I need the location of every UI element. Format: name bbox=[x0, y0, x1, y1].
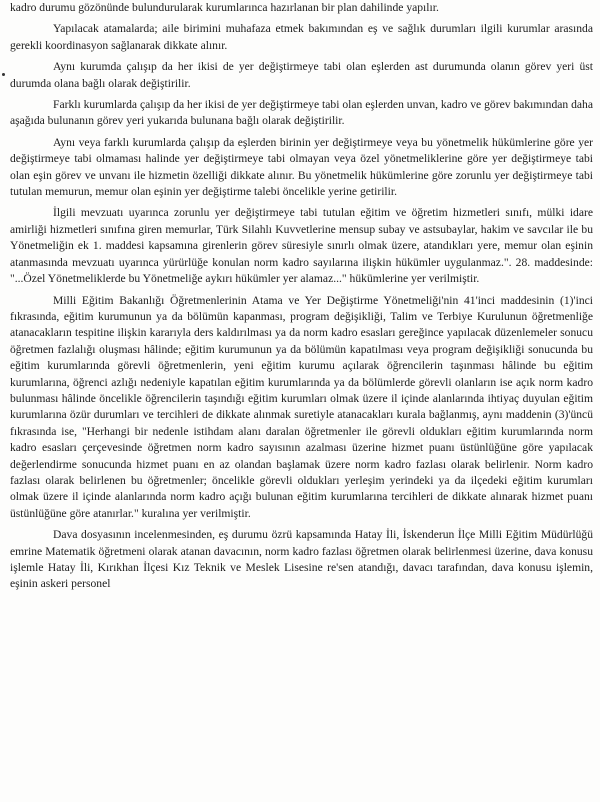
paragraph-continuation: kadro durumu gözönünde bulundurularak kurumlarınca hazırlanan bir plan dahilinde yapılır. bbox=[10, 1, 439, 14]
paragraph-mandatory-relocation: İlgili mevzuatı uyarınca zorunlu yer değiştirmeye tabi tutulan eğitim ve öğretim hizmetleri sınıfı, mülki idare amirliği hizmetleri sınıfına giren memurlar, Türk Silahlı Kuvvetlerine mensup subay ve astsubaylar, hakim ve savcılar ile bu Yönetmeliğin ek 1. maddesi kapsamına girenlerin görev süresiyle sınırlı olmak üzere, atandıkları yere, memur olan eşinin atanmasında mevzuatı uyarınca yürürlüğe konulan norm kadro sayılarına ilişkin hükümler uygulanmaz.". 28. maddesinde: "...Özel Yönetmeliklerde bu Yönetmeliğe aykırı hükümler yer alamaz..." hükümlerine yer verilmiştir. bbox=[10, 206, 593, 286]
paragraph-same-institution: Aynı kurumda çalışıp da her ikisi de yer değiştirmeye tabi olan eşlerden ast durumunda olanın görev yeri üst durumda olana bağlı olarak değiştirilir. bbox=[10, 60, 593, 90]
paragraph-regulation-article-41: Milli Eğitim Bakanlığı Öğretmenlerinin Atama ve Yer Değiştirme Yönetmeliği'nin 41'inci maddesinin (1)'inci fıkrasında, eğitim kurumunun ya da bölümün kapanması, program değişikliği, Talim ve Terbiye Kurulunun öğretmenliğe atanacakların tespitine ilişkin kararıyla ders kaldırılması ya da norm kadro esasları gereğince yapılacak düzenlemeler sonucu öğretmen fazlalığı oluşması hâlinde; eğitim kurumunun ya da bölümün kapatılması veya program değişikliği sonucunda bu eğitim kurumlarında görevli öğretmenlerin, yeni eğitim kurumu açılarak öğrencilerin taşınması hâlinde bu eğitim kurumlarına, öğrenci azlığı nedeniyle kapatılan eğitim kurumlarında ya da bölümlerde görevli olanların ise açık norm kadro bulunması hâlinde öncelikle öğrencilerin taşındığı eğitim kurumları olmak üzere il içinde alanlarında ihtiyaç duyulan eğitim kurumlarına özür durumları ve tercihleri de dikkate alınmak suretiyle atanacakları kurala bağlanmış, aynı maddenin (3)'üncü fıkrasında ise, "Herhangi bir nedenle istihdam alanı daralan öğretmenler ile görevli oldukları eğitim kurumlarında norm kadro esasları çerçevesinde öğretmen norm kadro sayısının azalması üzerine hizmet puanı üstünlüğüne göre yapılacak değerlendirme sonucunda hizmet puanı en az olandan başlamak üzere norm kadro fazlası olarak belirlenir. Norm kadro fazlası olarak belirlenen bu öğretmenler; öncelikle görevli oldukları yerleşim yerindeki ya da ilçedeki eğitim kurumları olmak üzere il içinde alanlarında norm kadro açığı bulunan eğitim kurumlarına tercihleri de dikkate alınarak hizmet puanı üstünlüğüne göre atanırlar." kuralına yer verilmiştir. bbox=[10, 293, 593, 520]
paragraph-appointments: Yapılacak atamalarda; aile birimini muhafaza etmek bakımından eş ve sağlık durumları ilgili kurumlar arasında gerekli koordinasyon sağlanarak dikkate alınır. bbox=[10, 22, 593, 52]
paragraph-spouse-exempt: Aynı veya farklı kurumlarda çalışıp da eşlerden birinin yer değiştirmeye veya bu yönetmelik hükümlerine göre yer değiştirmeye tabi olmaması halinde yer değiştirmeye tabi olmayan veya özel yönetmeliklerine göre yer değiştirmeye tabi olan eşin görev ve unvanı ile hizmetin özelliği dikkate alınır. Bu yönetmelik hükümlerine göre zorunlu yer değiştirmeye tabi tutulan memurun, memur olan eşinin yer değiştirme talebi öncelikle yerine getirilir. bbox=[10, 135, 593, 199]
scan-speck bbox=[2, 73, 5, 76]
paragraph-different-institutions: Farklı kurumlarda çalışıp da her ikisi de yer değiştirmeye tabi olan eşlerden unvan, kadro ve görev bakımından daha aşağıda bulunanın görev yeri yukarıda bulunana bağlı olarak değiştirilir. bbox=[10, 98, 593, 128]
document-body bbox=[10, 0, 593, 598]
paragraph-case-file: Dava dosyasının incelenmesinden, eş durumu özrü kapsamında Hatay İli, İskenderun İlçe Milli Eğitim Müdürlüğü emrine Matematik öğretmeni olarak atanan davacının, norm kadro fazlası öğretmen olarak belirlenmesi üzerine, dava konusu işlemle Hatay İli, Kırıkhan İlçesi Kız Teknik ve Meslek Lisesine re'sen atandığı, davacı tarafından, dava konusu işlemin, eşinin askeri personel bbox=[10, 528, 593, 591]
